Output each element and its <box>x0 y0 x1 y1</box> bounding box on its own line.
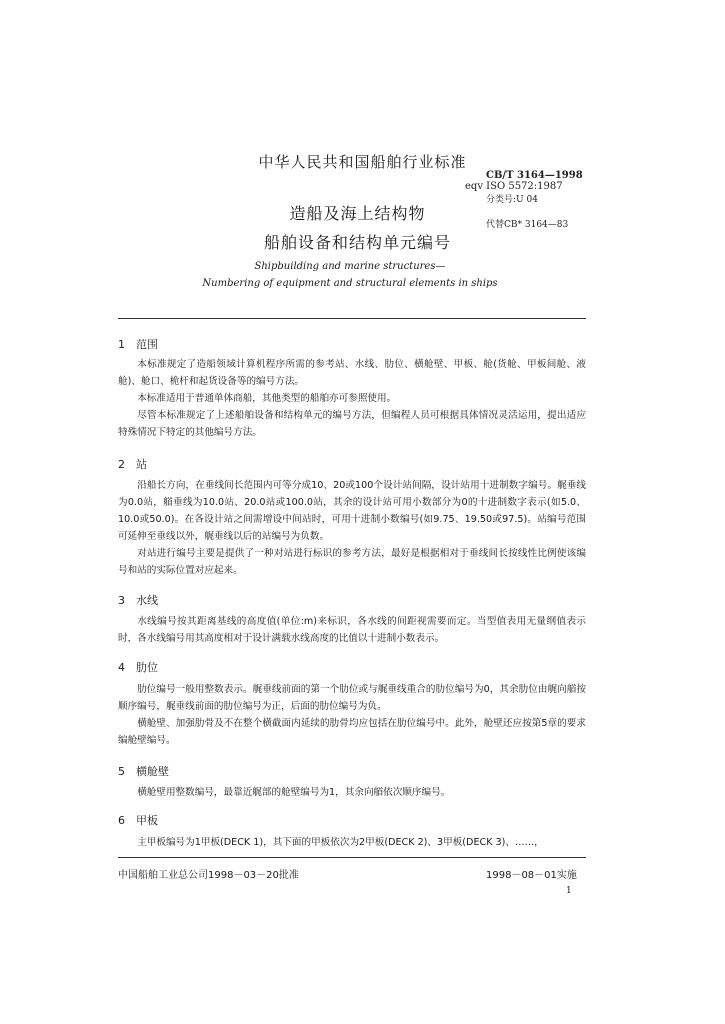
paragraph: 沿船长方向，在垂线间长范围内可等分成10、20或100个设计站间隔，设计站用十进制数字编号。艉垂线为0.0站，艏垂线为10.0站、20.0站或100.0站，其余的设计站可用小数部分为0的十进制数字表示(如5.0、10.0或50.0)。在各设计站之间需增设中间站时，可用十进制小数编号(如9.75、19.50或97.5)。站编号范围可延伸至垂线以外，艉垂线以后的站编号为负数。 <box>118 480 586 542</box>
section-6-body <box>118 834 586 851</box>
top-divider <box>118 318 586 319</box>
section-heading-2: 2 站 <box>118 458 147 471</box>
paragraph: 本标准规定了造船领域计算机程序所需的参考站、水线、肋位、横舱壁、甲板、舱(货舱、甲板间舱、液舱)、舱口、桅杆和起货设备等的编号方法。 <box>118 359 586 387</box>
paragraph: 横舱壁用整数编号，最靠近艉部的舱壁编号为1，其余向艏依次顺序编号。 <box>137 787 451 798</box>
bottom-divider <box>118 857 586 858</box>
section-3-body <box>118 613 586 647</box>
section-4-body <box>118 681 586 749</box>
section-heading-6: 6 甲板 <box>118 814 158 827</box>
paragraph: 本标准适用于普通单体商船，其他类型的船舶亦可参照使用。 <box>137 393 397 404</box>
document-header-title: 中华人民共和国船舶行业标准 <box>258 153 467 171</box>
section-heading-3: 3 水线 <box>118 594 158 607</box>
replaces-standard: 代替CB* 3164—83 <box>486 220 569 230</box>
paragraph: 肋位编号一般用整数表示。艉垂线前面的第一个肋位或与艉垂线重合的肋位编号为0，其余肋位由艉向艏按顺序编号，艉垂线前面的肋位编号为正，后面的肋位编号为负。 <box>118 684 586 712</box>
paragraph: 对站进行编号主要是提供了一种对站进行标识的参考方法，最好是根据相对于垂线间长按线性比例使该编号和站的实际位置对应起来。 <box>118 548 586 576</box>
section-1-body <box>118 356 586 441</box>
paragraph: 横舱壁、加强肋骨及不在整个横截面内延续的肋骨均应包括在肋位编号中。此外，舱壁还应按第5章的要求编舱壁编号。 <box>118 718 586 746</box>
title-cn-line2: 船舶设备和结构单元编号 <box>263 233 451 252</box>
title-en-line2: Numbering of equipment and structural elements in ships <box>202 278 498 289</box>
section-heading-4: 4 肋位 <box>118 661 158 674</box>
standard-number: CB/T 3164—1998 <box>486 170 583 181</box>
title-cn-line1: 造船及海上结构物 <box>289 204 426 223</box>
page-number: 1 <box>566 886 572 896</box>
title-en-line1: Shipbuilding and marine structures— <box>254 261 446 272</box>
section-heading-1: 1 范围 <box>118 338 158 351</box>
paragraph: 主甲板编号为1甲板(DECK 1)，其下面的甲板依次为2甲板(DECK 2)、3甲板(DECK 3)、……， <box>137 837 544 848</box>
effective-date: 1998－08－01实施 <box>486 870 577 881</box>
equivalent-standard: eqv ISO 5572:1987 <box>465 181 563 192</box>
paragraph: 尽管本标准规定了上述船舶设备和结构单元的编号方法，但编程人员可根据具体情况灵活运用，提出适应特殊情况下特定的其他编号方法。 <box>118 410 586 438</box>
category-number: 分类号:U 04 <box>486 195 538 205</box>
section-5-body <box>118 784 586 801</box>
section-heading-5: 5 横舱壁 <box>118 765 169 778</box>
paragraph: 水线编号按其距离基线的高度值(单位:m)来标识，各水线的间距视需要而定。当型值表用无量纲值表示时，各水线编号用其高度相对于设计满载水线高度的比值以十进制小数表示。 <box>118 616 586 644</box>
approval-date: 中国船舶工业总公司1998－03－20批准 <box>118 870 299 881</box>
section-2-body <box>118 477 586 579</box>
